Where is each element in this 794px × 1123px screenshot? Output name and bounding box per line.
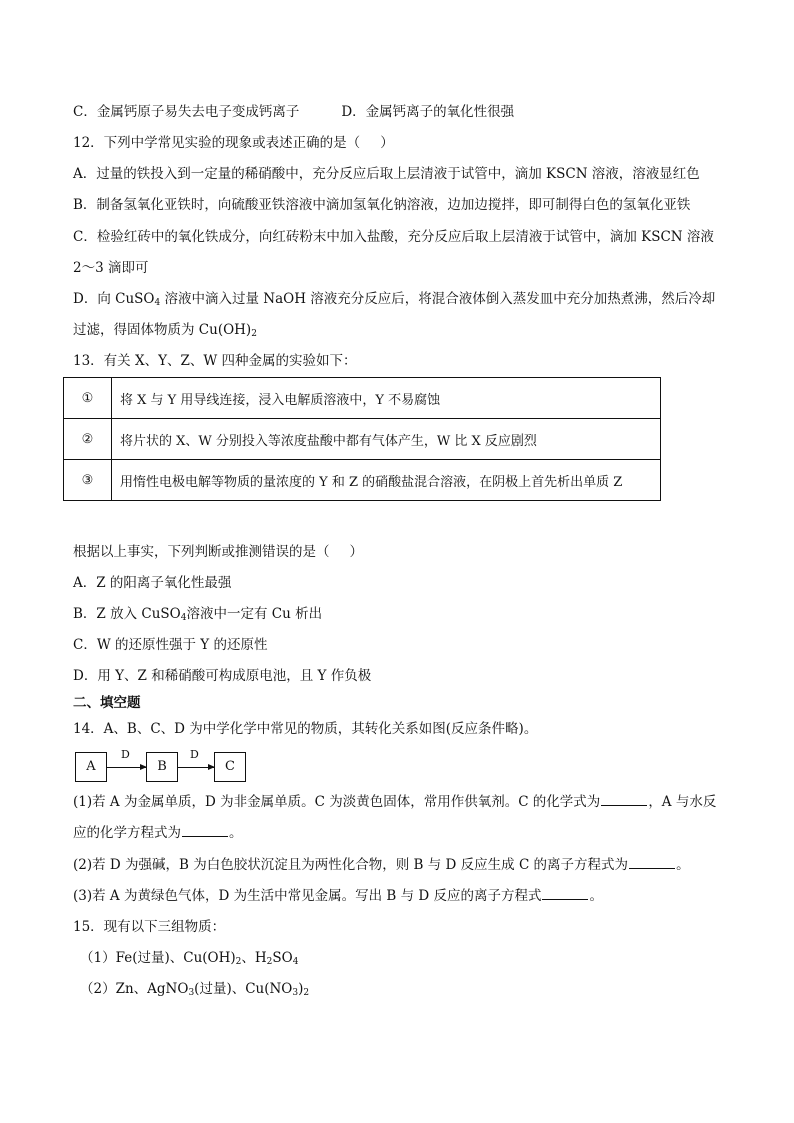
table-row (64, 419, 661, 460)
q13-question: 根据以上事实，下列判断或推测错误的是（ ） (73, 544, 363, 560)
q14-stem: 14．A、B、C、D 为中学化学中常见的物质，其转化关系如图(反应条件略)。 (73, 721, 538, 737)
q11-options (73, 103, 514, 121)
q12-option-a: A．过量的铁投入到一定量的稀硝酸中，充分反应后取上层清液于试管中，滴加 KSCN 溶液，溶液显红色 (73, 166, 700, 182)
box-c: C (214, 752, 246, 782)
box-b: B (146, 752, 178, 782)
row-text: 将 X 与 Y 用导线连接，浸入电解质溶液中，Y 不易腐蚀 (112, 378, 661, 419)
row-number: ③ (64, 460, 112, 501)
table-row (64, 460, 661, 501)
q15-item-2: （2）Zn、AgNO$_3$(过量)、$Cu(NO_3)_2$ (80, 981, 310, 998)
q13-option-c: C．W 的还原性强于 Y 的还原性 (73, 637, 268, 653)
q15-stem: 15．现有以下三组物质： (73, 919, 226, 935)
q12-option-d-line2: 过滤，得固体物质为 $Cu(OH)_2$ (73, 322, 257, 339)
arrow-label-d: D (121, 748, 130, 761)
q14-part3: (3)若 A 为黄绿色气体，D 为生活中常见金属。写出 B 与 D 反应的离子方程式 。 (73, 888, 603, 904)
q12-option-d-line1: D．向 CuSO$_4$ 溶液中滴入过量 NaOH 溶液充分反应后，将混合液体倒入蒸发皿中充分加热煮沸，然后冷却 (73, 291, 716, 308)
q14-part2: (2)若 D 为强碱，B 为白色胶状沉淀且为两性化合物，则 B 与 D 反应生成 C 的离子方程式为 。 (73, 857, 690, 873)
row-text: 将片状的 X、W 分别投入等浓度盐酸中都有气体产生，W 比 X 反应剧烈 (112, 419, 661, 460)
answer-blank[interactable] (542, 887, 588, 900)
q12-stem: 12．下列中学常见实验的现象或表述正确的是（ ） (73, 135, 394, 151)
q12-option-c-line2: 2～3 滴即可 (73, 260, 149, 276)
row-number: ① (64, 378, 112, 419)
arrow-label-d: D (190, 748, 199, 761)
q11-option-d: D．金属钙离子的氧化性很强 (341, 104, 515, 120)
q12-option-c-line1: C．检验红砖中的氧化铁成分，向红砖粉末中加入盐酸，充分反应后取上层清液于试管中，滴加 KSCN 溶液 (73, 229, 714, 245)
answer-blank[interactable] (601, 793, 647, 806)
arrow-b-to-c (177, 767, 214, 768)
q13-option-d: D．用 Y、Z 和稀硝酸可构成原电池，且 Y 作负极 (73, 668, 372, 684)
q14-part1-line2: 应的化学方程式为 。 (73, 825, 243, 841)
q13-facts-table (63, 377, 661, 501)
answer-blank[interactable] (182, 824, 228, 837)
q14-flow-diagram (75, 748, 250, 782)
q15-item-1: （1）Fe(过量)、$Cu(OH)_2$、$H_2SO_4$ (80, 950, 299, 967)
q11-option-c: C．金属钙原子易失去电子变成钙离子 (73, 104, 300, 120)
table-row (64, 378, 661, 419)
q13-option-b: B．Z 放入 CuSO$_4$溶液中一定有 Cu 析出 (73, 606, 323, 623)
q13-option-a: A．Z 的阳离子氧化性最强 (73, 575, 232, 591)
box-a: A (75, 752, 107, 782)
arrow-a-to-b (106, 767, 146, 768)
q14-part1-line1: (1)若 A 为金属单质，D 为非金属单质。C 为淡黄色固体，常用作供氧剂。C 的化学式为 ，A 与水反 (73, 794, 717, 810)
answer-blank[interactable] (629, 856, 675, 869)
section-title: 二、填空题 (73, 695, 141, 711)
row-text: 用惰性电极电解等物质的量浓度的 Y 和 Z 的硝酸盐混合溶液，在阴极上首先析出单质 Z (112, 460, 661, 501)
row-number: ② (64, 419, 112, 460)
q13-stem: 13．有关 X、Y、Z、W 四种金属的实验如下： (73, 353, 357, 369)
q12-option-b: B．制备氢氧化亚铁时，向硫酸亚铁溶液中滴加氢氧化钠溶液，边加边搅拌，即可制得白色的氢氧化亚铁 (73, 197, 691, 213)
